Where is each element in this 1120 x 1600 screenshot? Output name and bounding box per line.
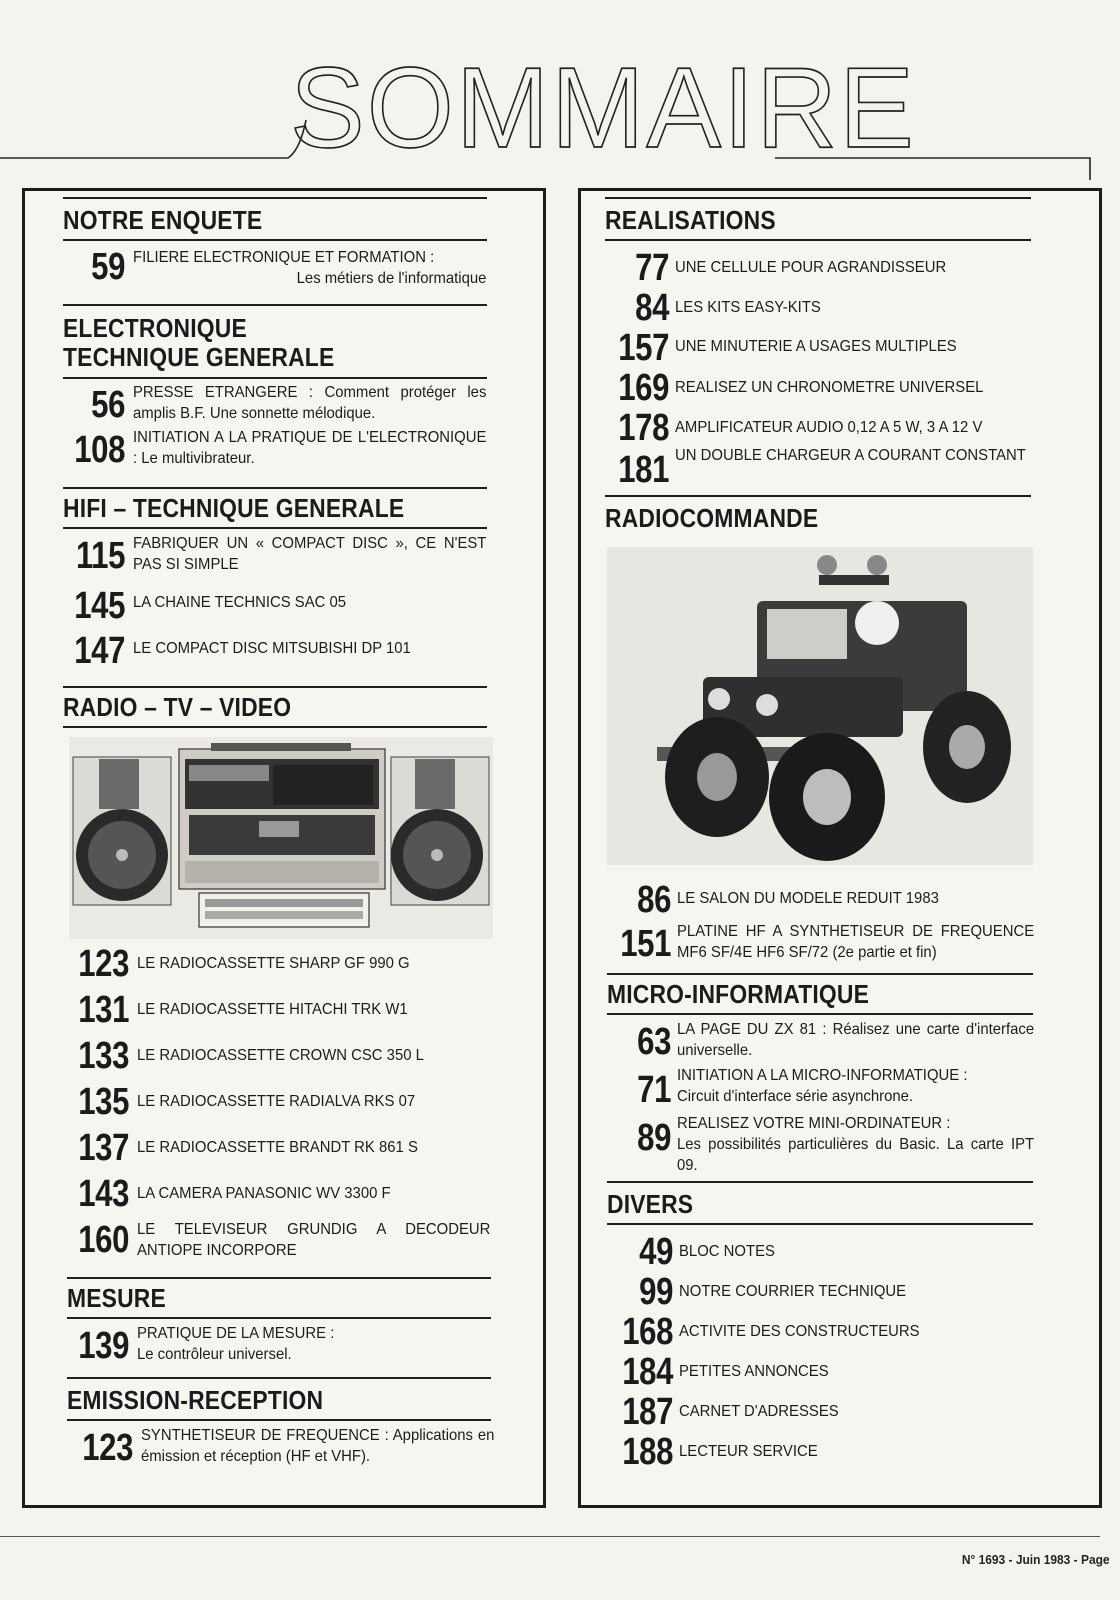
entry-text: LE RADIOCASSETTE RADIALVA RKS 07 [137,1093,416,1110]
page-number: 123 [82,1427,133,1469]
entry-text: LE RADIOCASSETTE BRANDT RK 861 S [137,1139,418,1156]
entry-text: LE RADIOCASSETTE CROWN CSC 350 L [137,1047,424,1064]
page-title: SOMMAIRE [290,43,916,172]
section-micro-title: MICRO-INFORMATIQUE [607,979,870,1009]
page-number: 123 [78,943,129,985]
section-electronique-title-1: ELECTRONIQUE [63,313,247,343]
rc-car-photo [607,547,1033,865]
page-number: 99 [639,1271,673,1313]
entry-text: LE SALON DU MODELE REDUIT 1983 [677,890,939,907]
page-number: 139 [78,1325,129,1367]
entry-text: LA PAGE DU ZX 81 : Réalisez une carte d'interface universelle. [677,1021,1035,1059]
page-number: 143 [78,1173,129,1215]
section-radiocommande-title: RADIOCOMMANDE [605,503,819,533]
entry-text: SYNTHETISEUR DE FREQUENCE : Applications en émission et réception (HF et VHF). [141,1427,495,1465]
page-number: 187 [622,1391,673,1433]
section-hifi-title: HIFI – TECHNIQUE GENERALE [63,493,405,523]
entry-text: UNE MINUTERIE A USAGES MULTIPLES [675,338,957,355]
entry-text: UN DOUBLE CHARGEUR A COURANT CONSTANT [675,447,1026,464]
page-number: 59 [91,246,125,288]
entry-text: FABRIQUER UN « COMPACT DISC », CE N'EST PAS SI SIMPLE [133,535,487,573]
entry-text: AMPLIFICATEUR AUDIO 0,12 A 5 W, 3 A 12 V [675,419,983,436]
page-number: 56 [91,384,125,426]
page-number: 178 [618,407,669,449]
header [0,0,1120,180]
left-column [22,188,546,1508]
page-number: 169 [618,367,669,409]
entry-text: LE TELEVISEUR GRUNDIG A DECODEUR ANTIOPE INCORPORE [137,1221,491,1259]
page-number: 77 [635,247,669,289]
entry-text: LECTEUR SERVICE [679,1443,818,1460]
page-number: 135 [78,1081,129,1123]
page-number: 71 [637,1069,671,1111]
entry-text: NOTRE COURRIER TECHNIQUE [679,1283,907,1300]
page-number: 151 [620,923,671,965]
entry-text: LES KITS EASY-KITS [675,299,821,316]
entry-text: BLOC NOTES [679,1243,775,1260]
entry-text: PLATINE HF A SYNTHETISEUR DE FREQUENCE MF6 SF/4E HF6 SF/72 (2e partie et fin) [677,923,1035,961]
entry-text: ACTIVITE DES CONSTRUCTEURS [679,1323,920,1340]
page-number: 86 [637,879,671,921]
entry-text: FILIERE ELECTRONIQUE ET FORMATION : Les métiers de l'informatique [133,249,487,287]
footer-rule [0,1536,1100,1537]
page-number: 108 [74,429,125,471]
entry-text: LA CAMERA PANASONIC WV 3300 F [137,1185,391,1202]
entry-text: REALISEZ UN CHRONOMETRE UNIVERSEL [675,379,984,396]
footer-issue: N° 1693 - Juin 1983 - Page [962,1552,1110,1567]
page-number: 188 [622,1431,673,1473]
page-number: 137 [78,1127,129,1169]
entry-text: UNE CELLULE POUR AGRANDISSEUR [675,259,947,276]
page-number: 131 [78,989,129,1031]
page-number: 84 [635,287,669,329]
entry-text: LE RADIOCASSETTE SHARP GF 990 G [137,955,410,972]
section-mesure-title: MESURE [67,1283,166,1313]
section-realisations-title: REALISATIONS [605,205,776,235]
right-column [578,188,1102,1508]
page-number: 89 [637,1117,671,1159]
entry-text: INITIATION A LA MICRO-INFORMATIQUE : Circuit d'interface série asynchrone. [677,1067,968,1105]
section-notre-enquete-title: NOTRE ENQUETE [63,205,263,235]
page-number: 168 [622,1311,673,1353]
entry-text: LE RADIOCASSETTE HITACHI TRK W1 [137,1001,408,1018]
page-number: 160 [78,1219,129,1261]
entry-text: LA CHAINE TECHNICS SAC 05 [133,594,347,611]
section-divers-title: DIVERS [607,1189,694,1219]
entry-text: LE COMPACT DISC MITSUBISHI DP 101 [133,640,411,657]
section-emission-title: EMISSION-RECEPTION [67,1385,324,1415]
page-number: 145 [74,585,125,627]
section-electronique-title-2: TECHNIQUE GENERALE [63,342,335,372]
section-radio-tv-title: RADIO – TV – VIDEO [63,692,292,722]
entry-text: PRATIQUE DE LA MESURE : Le contrôleur universel. [137,1325,335,1363]
entry-text: CARNET D'ADRESSES [679,1403,839,1420]
entry-text: PRESSE ETRANGERE : Comment protéger les amplis B.F. Une sonnette mélodique. [133,384,487,422]
entry-text: INITIATION A LA PRATIQUE DE L'ELECTRONIQUE : Le multivibrateur. [133,429,487,467]
page-number: 181 [618,449,669,491]
page-number: 184 [622,1351,673,1393]
entry-text: PETITES ANNONCES [679,1363,829,1380]
page-number: 49 [639,1231,673,1273]
radiocassette-photo [69,737,493,939]
page-number: 147 [74,630,125,672]
entry-text: REALISEZ VOTRE MINI-ORDINATEUR : Les possibilités particulières du Basic. La carte IPT 09. [677,1115,1035,1174]
page-number: 133 [78,1035,129,1077]
page-number: 63 [637,1021,671,1063]
page-number: 115 [75,535,125,577]
page-number: 157 [618,327,669,369]
